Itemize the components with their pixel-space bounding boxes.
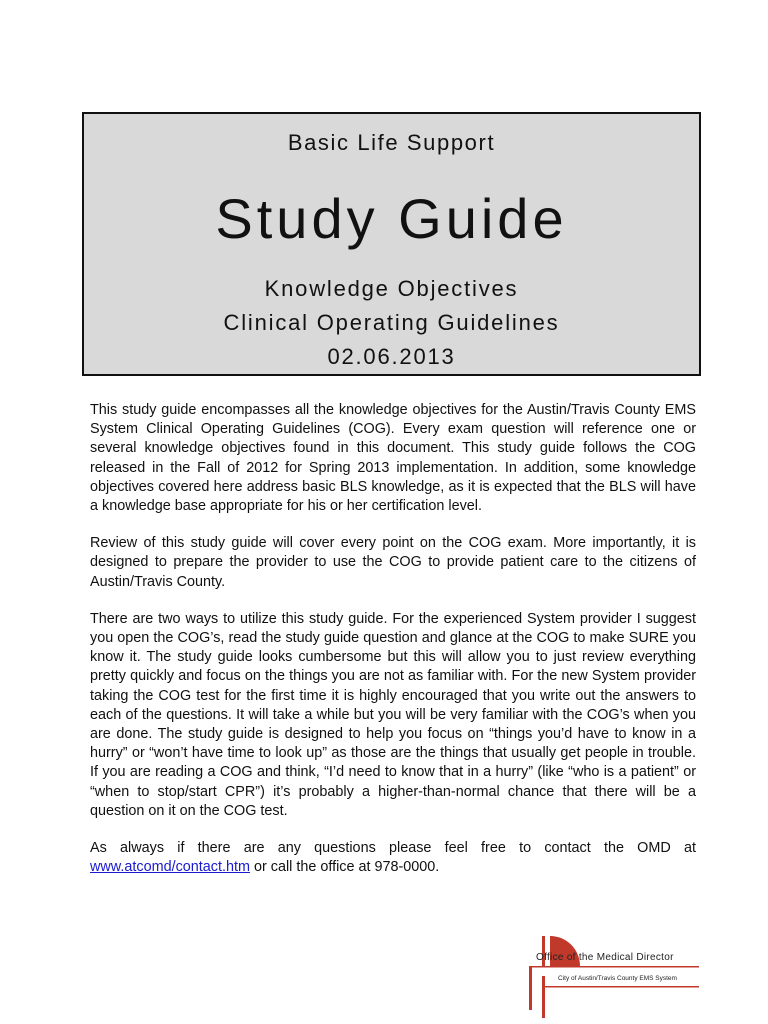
date-line: 02.06.2013 (327, 344, 456, 369)
guidelines-line: Clinical Operating Guidelines (223, 310, 560, 335)
page-title: Study Guide (215, 187, 568, 250)
logo-office-name: Office of the Medical Director (536, 952, 674, 963)
paragraph-review: Review of this study guide will cover every point on the COG exam. More importantly, it is designed to prepare the provider to use the COG to provide patient care to the citizens of Austin/Travis County. (90, 535, 696, 590)
contact-text-after: or call the office at 978-0000. (249, 859, 440, 876)
knowledge-objectives-line: Knowledge Objectives (264, 276, 519, 301)
title-box (82, 112, 701, 376)
body-text (90, 401, 696, 895)
paragraph-intro: This study guide encompasses all the knowledge objectives for the Austin/Travis County EMS System Clinical Operating Guidelines (COG). Every exam question will reference one or several knowledge objectives found in this document. This study guide follows the COG released in the Fall of 2012 for Spring 2013 implementation. In addition, some knowledge objectives covered here address basic BLS knowledge, as it is expected that the BLS will have a knowledge base appropriate for his or her certification level. (90, 402, 696, 515)
omd-logo (528, 932, 700, 1018)
paragraph-usage: There are two ways to utilize this study guide. For the experienced System provider I suggest you open the COG’s, read the study guide question and glance at the COG to make SURE you know it. The study guide looks cumbersome but this will allow you to just review everything pretty quickly and focus on the things you are not as familiar with. For the new System provider taking the COG test for the first time it is highly encouraged that you write out the answers to each of the questions. It will take a while but you will be very familiar with the COG’s when you are done. The study guide is designed to help you focus on “things you’d have to know in a hurry” or “won’t have time to look up” as those are the things that usually get people in trouble. If you are reading a COG and think, “I’d need to know that in a hurry” (like “who is a patient” or “when to stop/start CPR”) it’s probably a higher-than-normal chance that there will be a question on it on the COG test. (90, 610, 696, 819)
contact-link[interactable]: www.atcomd/contact.htm (90, 859, 250, 876)
contact-text-before: As always if there are any questions please feel free to contact the OMD at (90, 840, 696, 857)
paragraph-contact (90, 839, 696, 877)
subtitle: Basic Life Support (287, 130, 496, 155)
logo-system-name: City of Austin/Travis County EMS System (558, 975, 677, 982)
